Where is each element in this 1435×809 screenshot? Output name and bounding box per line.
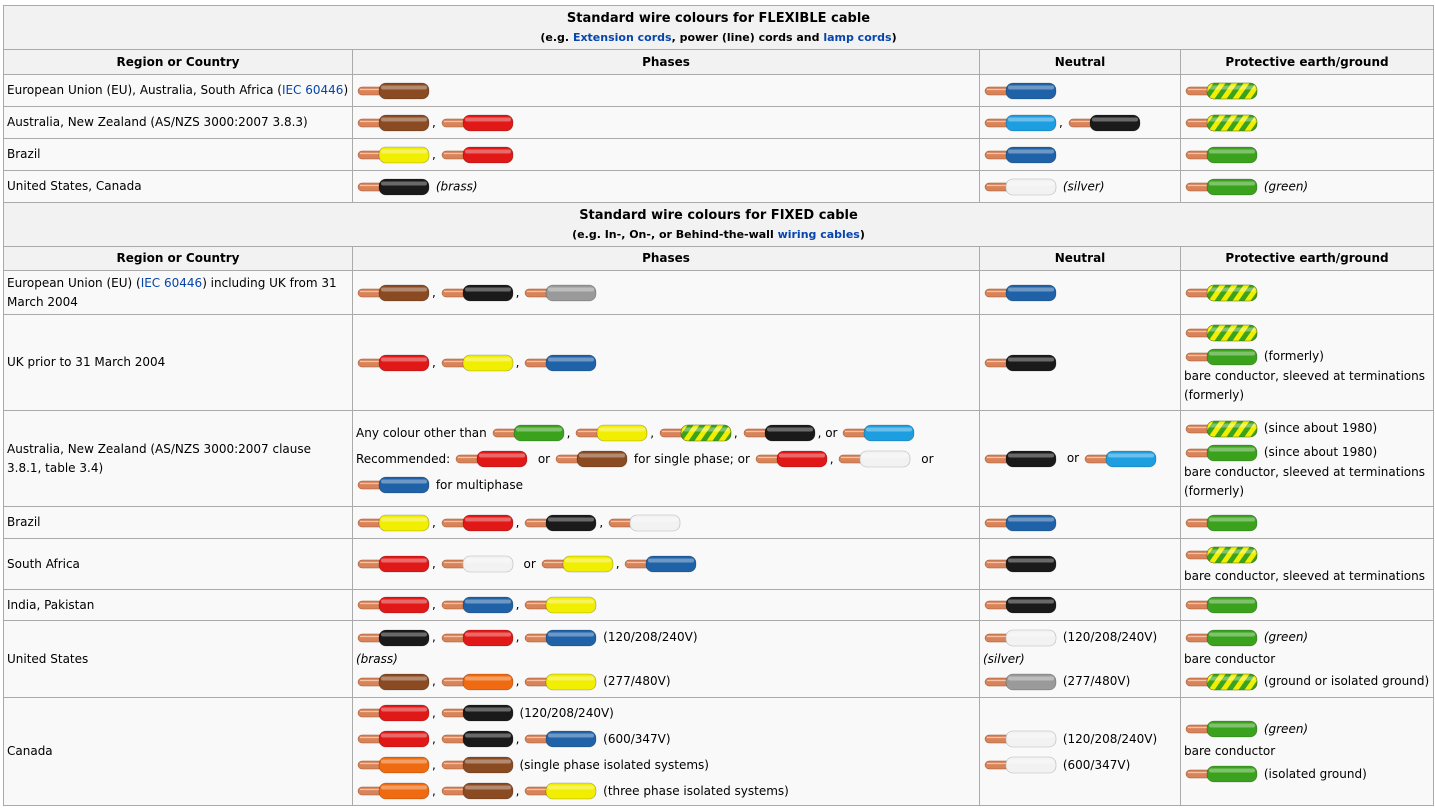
separator: , [432, 630, 436, 644]
green-yellow-wire-icon [1185, 283, 1259, 303]
voltage-text: (600/347V) [603, 731, 671, 746]
white-wire-icon [441, 554, 515, 574]
light-blue-wire-icon [984, 113, 1058, 133]
note-text: (isolated ground) [1263, 766, 1367, 781]
table-row [4, 171, 1434, 203]
green-wire-icon [492, 423, 566, 443]
earth-cell [1181, 107, 1434, 139]
red-wire-icon [357, 554, 431, 574]
green-wire-icon [1185, 177, 1259, 197]
separator: , [432, 556, 436, 571]
neutral-cell [980, 698, 1181, 806]
green-yellow-wire-icon [1185, 672, 1259, 692]
blue-wire-icon [524, 729, 598, 749]
neutral-cell [980, 539, 1181, 590]
region-cell: South Africa [4, 539, 353, 590]
extension-cords-link[interactable]: Extension cords [572, 30, 672, 44]
separator: , [599, 515, 604, 529]
voltage-text: (120/208/240V) [1062, 630, 1158, 644]
earth-cell [1181, 539, 1434, 590]
green-wire-icon [1185, 513, 1259, 533]
white-wire-icon [984, 755, 1058, 775]
region-cell [4, 75, 353, 107]
voltage-text: (277/480V) [603, 674, 671, 688]
table-row [4, 271, 1434, 315]
phases-cell [353, 139, 980, 171]
separator: , [432, 757, 436, 772]
wiring-cables-link[interactable]: wiring cables [777, 227, 860, 241]
table-row [4, 315, 1434, 411]
green-yellow-wire-icon [1185, 419, 1259, 439]
white-wire-icon [984, 177, 1058, 197]
separator: , [1059, 115, 1063, 129]
note-text: (ground or isolated ground) [1263, 674, 1430, 688]
neutral-cell [980, 107, 1181, 139]
separator: , [817, 425, 822, 440]
note-text: (silver) [983, 652, 1025, 666]
subtitle-text: (e.g. In-, On-, or Behind-the-wall [572, 227, 778, 241]
earth-cell [1181, 590, 1434, 621]
phases-cell [353, 107, 980, 139]
yellow-wire-icon [524, 595, 598, 615]
flexible-caption [4, 6, 1434, 50]
note-text: Any colour other than [356, 425, 487, 440]
white-wire-icon [608, 513, 682, 533]
region-text: ) [343, 83, 349, 97]
subtitle-text: (e.g. [540, 30, 573, 44]
blue-wire-icon [624, 554, 698, 574]
voltage-text: (277/480V) [1062, 674, 1131, 688]
note-text: (formerly) [1263, 349, 1324, 363]
blue-wire-icon [441, 595, 515, 615]
green-wire-icon [1185, 764, 1259, 784]
separator: , [432, 783, 436, 798]
note-text: (since about 1980) [1263, 421, 1378, 435]
brown-wire-icon [357, 113, 431, 133]
table-row [4, 411, 1434, 507]
or-text: or [921, 451, 934, 466]
phases-cell [353, 507, 980, 539]
neutral-cell [980, 411, 1181, 507]
region-cell: Australia, New Zealand (AS/NZS 3000:2007 clause 3.8.1, table 3.4) [4, 411, 353, 507]
table-row [4, 621, 1434, 698]
brown-wire-icon [555, 449, 629, 469]
separator: , [432, 355, 436, 369]
region-cell: Brazil [4, 139, 353, 171]
red-wire-icon [357, 703, 431, 723]
phases-cell [353, 271, 980, 315]
red-wire-icon [441, 145, 515, 165]
region-cell [4, 271, 353, 315]
region-cell: UK prior to 31 March 2004 [4, 315, 353, 411]
red-wire-icon [357, 353, 431, 373]
orange-wire-icon [357, 781, 431, 801]
earth-cell [1181, 139, 1434, 171]
grey-wire-icon [524, 283, 598, 303]
earth-cell [1181, 411, 1434, 507]
table-row [4, 507, 1434, 539]
earth-cell [1181, 698, 1434, 806]
note-text: (green) [1263, 179, 1309, 193]
neutral-cell [980, 621, 1181, 698]
fixed-subtitle [7, 225, 1430, 244]
brown-wire-icon [441, 755, 515, 775]
black-wire-icon [984, 353, 1058, 373]
header-earth: Protective earth/ground [1181, 50, 1434, 75]
black-wire-icon [357, 177, 431, 197]
fixed-caption [4, 203, 1434, 247]
region-cell: United States, Canada [4, 171, 353, 203]
flexible-subtitle [7, 28, 1430, 47]
separator: , [432, 515, 436, 529]
blue-wire-icon [524, 353, 598, 373]
note-text: Recommended: [356, 451, 451, 466]
subtitle-text: ) [891, 30, 897, 44]
orange-wire-icon [441, 672, 515, 692]
green-yellow-wire-icon [1185, 545, 1259, 565]
blue-wire-icon [984, 145, 1058, 165]
region-cell: Canada [4, 698, 353, 806]
note-text: (green) [1263, 721, 1309, 736]
white-wire-icon [984, 628, 1058, 648]
brown-wire-icon [357, 81, 431, 101]
lamp-cords-link[interactable]: lamp cords [823, 30, 892, 44]
red-wire-icon [441, 513, 515, 533]
black-wire-icon [1068, 113, 1142, 133]
black-wire-icon [984, 595, 1058, 615]
green-wire-icon [1185, 443, 1259, 463]
voltage-text: (120/208/240V) [603, 630, 698, 644]
subtitle-text: , power (line) cords and [671, 30, 824, 44]
table-row [4, 75, 1434, 107]
separator: , [515, 731, 520, 746]
voltage-text: (single phase isolated systems) [519, 757, 709, 772]
separator: , [515, 674, 520, 688]
earth-cell [1181, 75, 1434, 107]
table-row [4, 107, 1434, 139]
note-text: (green) [1263, 630, 1309, 644]
table-row [4, 139, 1434, 171]
phases-cell [353, 698, 980, 806]
separator: , [515, 630, 520, 644]
separator: , [515, 515, 520, 529]
yellow-wire-icon [441, 353, 515, 373]
neutral-cell [980, 271, 1181, 315]
header-neutral: Neutral [980, 247, 1181, 271]
flexible-title: Standard wire colours for FLEXIBLE cable [566, 10, 871, 26]
green-yellow-wire-icon [1185, 113, 1259, 133]
black-wire-icon [524, 513, 598, 533]
earth-cell [1181, 271, 1434, 315]
neutral-cell [980, 315, 1181, 411]
white-wire-icon [984, 729, 1058, 749]
header-neutral: Neutral [980, 50, 1181, 75]
black-wire-icon [984, 449, 1058, 469]
voltage-text: (120/208/240V) [519, 705, 614, 720]
green-wire-icon [1185, 595, 1259, 615]
header-region: Region or Country [4, 247, 353, 271]
table-row [4, 698, 1434, 806]
earth-cell [1181, 171, 1434, 203]
table-row [4, 590, 1434, 621]
header-earth: Protective earth/ground [1181, 247, 1434, 271]
phases-cell [353, 411, 980, 507]
separator: , [432, 285, 436, 299]
phases-cell [353, 75, 980, 107]
red-wire-icon [441, 628, 515, 648]
neutral-cell [980, 171, 1181, 203]
brown-wire-icon [357, 283, 431, 303]
blue-wire-icon [984, 513, 1058, 533]
orange-wire-icon [357, 755, 431, 775]
green-yellow-wire-icon [1185, 323, 1259, 343]
red-wire-icon [455, 449, 529, 469]
separator: , [515, 597, 520, 612]
green-wire-icon [1185, 145, 1259, 165]
note-text: (brass) [435, 179, 478, 193]
blue-wire-icon [357, 475, 431, 495]
voltage-text: (three phase isolated systems) [603, 783, 789, 798]
wire-colour-table [3, 5, 1434, 806]
separator: , [733, 425, 738, 440]
blue-wire-icon [984, 81, 1058, 101]
phases-cell [353, 171, 980, 203]
brown-wire-icon [357, 672, 431, 692]
header-region: Region or Country [4, 50, 353, 75]
neutral-cell [980, 507, 1181, 539]
region-text: European Union (EU), Australia, South Africa ( [7, 83, 282, 97]
yellow-wire-icon [357, 145, 431, 165]
fixed-title: Standard wire colours for FIXED cable [579, 207, 858, 223]
red-wire-icon [441, 113, 515, 133]
green-yellow-wire-icon [1185, 81, 1259, 101]
or-text: or [537, 451, 551, 466]
light-blue-wire-icon [1084, 449, 1158, 469]
yellow-wire-icon [575, 423, 649, 443]
voltage-text: (600/347V) [1062, 757, 1131, 772]
separator: , [650, 425, 655, 440]
iec-60446-link[interactable]: IEC 60446 [281, 83, 344, 97]
or-text: or [1066, 451, 1080, 465]
separator: , [515, 355, 520, 369]
note-text: bare conductor, sleeved at terminations [1184, 569, 1425, 583]
separator: , [829, 451, 834, 466]
region-cell: India, Pakistan [4, 590, 353, 621]
region-cell: United States [4, 621, 353, 698]
separator: , [432, 705, 436, 720]
table-row [4, 539, 1434, 590]
separator: , [432, 674, 436, 688]
earth-cell [1181, 507, 1434, 539]
green-yellow-wire-icon [659, 423, 733, 443]
neutral-cell [980, 590, 1181, 621]
header-phases: Phases [353, 50, 980, 75]
black-wire-icon [984, 554, 1058, 574]
region-cell: Australia, New Zealand (AS/NZS 3000:2007 3.8.3) [4, 107, 353, 139]
black-wire-icon [441, 283, 515, 303]
light-blue-wire-icon [842, 423, 916, 443]
earth-cell [1181, 315, 1434, 411]
phases-cell [353, 315, 980, 411]
green-wire-icon [1185, 628, 1259, 648]
region-text: ) including UK from 31 March 2004 [7, 275, 337, 309]
yellow-wire-icon [357, 513, 431, 533]
note-text: (silver) [1062, 179, 1105, 193]
or-text: or [523, 556, 536, 571]
phases-cell [353, 590, 980, 621]
separator: , [432, 115, 436, 129]
grey-wire-icon [984, 672, 1058, 692]
red-wire-icon [357, 729, 431, 749]
region-cell: Brazil [4, 507, 353, 539]
or-text: or [825, 425, 838, 440]
separator: , [432, 597, 436, 612]
note-text: bare conductor [1184, 652, 1276, 666]
note-text: bare conductor [1184, 743, 1276, 758]
separator: , [432, 147, 436, 161]
note-text: for single phase; or [633, 451, 750, 466]
blue-wire-icon [524, 628, 598, 648]
neutral-cell [980, 139, 1181, 171]
region-text: European Union (EU) ( [7, 275, 141, 290]
brown-wire-icon [441, 781, 515, 801]
red-wire-icon [755, 449, 829, 469]
iec-60446-link[interactable]: IEC 60446 [140, 275, 203, 290]
earth-cell [1181, 621, 1434, 698]
black-wire-icon [441, 703, 515, 723]
note-text: for multiphase [435, 477, 524, 492]
separator: , [566, 425, 571, 440]
black-wire-icon [441, 729, 515, 749]
black-wire-icon [743, 423, 817, 443]
black-wire-icon [357, 628, 431, 648]
subtitle-text: ) [859, 227, 865, 241]
red-wire-icon [357, 595, 431, 615]
voltage-text: (120/208/240V) [1062, 731, 1158, 746]
separator: , [515, 783, 520, 798]
white-wire-icon [838, 449, 912, 469]
yellow-wire-icon [524, 781, 598, 801]
phases-cell [353, 621, 980, 698]
yellow-wire-icon [541, 554, 615, 574]
green-wire-icon [1185, 347, 1259, 367]
note-text: bare conductor, sleeved at terminations (formerly) [1184, 369, 1425, 402]
note-text: (since about 1980) [1263, 445, 1378, 459]
green-wire-icon [1185, 719, 1259, 739]
phases-cell [353, 539, 980, 590]
yellow-wire-icon [524, 672, 598, 692]
note-text: bare conductor, sleeved at terminations (formerly) [1184, 465, 1425, 498]
separator: , [432, 731, 436, 746]
neutral-cell [980, 75, 1181, 107]
note-text: (brass) [356, 652, 398, 666]
header-phases: Phases [353, 247, 980, 271]
separator: , [615, 556, 620, 571]
blue-wire-icon [984, 283, 1058, 303]
separator: , [515, 285, 520, 299]
